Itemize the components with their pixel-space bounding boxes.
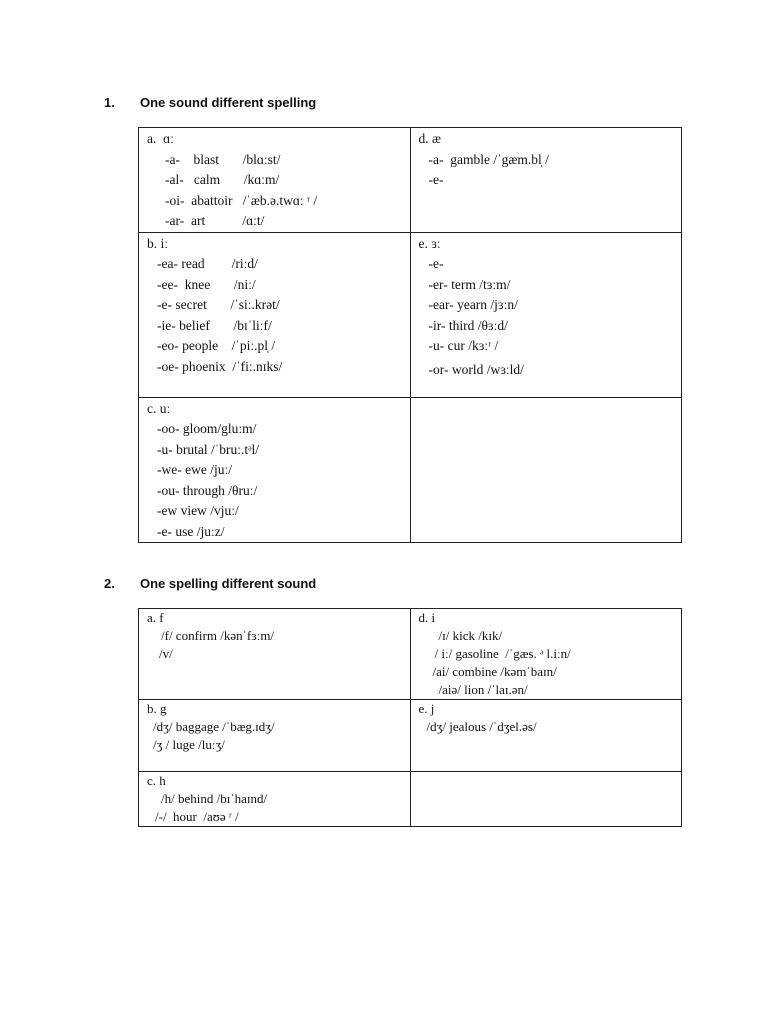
cell-line: -ir- third /θɜːd/ [428,317,508,333]
cell-heading: b. iː [147,235,169,251]
cell-line: / iː/ gasoline /ˈgæs. ᵊ l.iːn/ [434,646,571,661]
cell-line: -er- term /tɜːm/ [428,276,511,292]
cell-line: -u- cur /kɜːʳ / [428,338,499,353]
table-cell [139,397,411,543]
cell-line: -e- [428,256,444,271]
cell-heading: b. g [147,701,167,716]
cell-line: -a- gamble /ˈgæm.bl̩ / [428,151,549,167]
table-cell [139,700,411,772]
table-cell [139,609,411,700]
cell-line: -al- calm /kɑːm/ [165,172,280,187]
section-heading-2 [104,576,316,591]
cell-line: -oo- gloom/gluːm/ [157,421,257,436]
table-cell [410,128,682,233]
table-cell [139,772,411,827]
cell-line: -ie- belief /bɪˈliːf/ [157,317,272,333]
cell-line: -e- secret /ˈsiː.krət/ [157,297,280,312]
cell-line: -ea- read /riːd/ [157,256,258,271]
section-title: One spelling different sound [140,576,317,591]
cell-line: -ou- through /θruː/ [157,482,258,498]
cell-line: -or- world /wɜːld/ [428,361,524,377]
cell-line: -ew view /vjuː/ [157,503,239,518]
cell-line: /v/ [159,646,173,661]
section-heading-1 [104,95,316,110]
cell-heading: e. ɜː [418,235,441,251]
cell-heading: d. æ [418,131,442,146]
cell-line: /h/ behind /bɪˈhaɪnd/ [161,791,268,806]
section-title: One sound different spelling [140,95,317,110]
cell-line: -oe- phoenix /ˈfiː.nɪks/ [157,358,283,374]
cell-heading: e. j [418,701,435,716]
cell-line: -ar- art /ɑːt/ [165,213,265,228]
cell-line: /ɪ/ kick /kɪk/ [438,628,503,643]
section-number: 1. [104,95,115,110]
cell-line: /dʒ/ jealous /ˈdʒel.əs/ [426,719,537,734]
cell-line: -e- [428,172,444,187]
cell-line: -ee- knee /niː/ [157,276,256,292]
table-cell [139,232,411,397]
cell-line: /-/ hour /aʊə ʳ / [155,809,239,824]
table-cell-empty [410,397,682,543]
cell-line: -u- brutal /ˈbruː.tᵊl/ [157,441,260,457]
cell-line: -oi- abattoir /ˈæb.ə.twɑː ʳ / [165,192,318,208]
cell-line: -e- use /juːz/ [157,523,225,539]
cell-heading: a. ɑː [147,131,174,146]
section-number: 2. [104,576,115,591]
cell-heading: c. uː [147,400,171,416]
cell-heading: c. h [147,773,166,788]
cell-line: -a- blast /blɑːst/ [165,151,281,167]
table-one-spelling-different-sound [138,608,682,827]
cell-line: /ai/ combine /kəmˈbaɪn/ [432,664,557,679]
cell-line: -eo- people /ˈpiː.pl̩ / [157,338,276,353]
cell-line: -ear- yearn /jɜːn/ [428,297,518,312]
table-cell [410,232,682,397]
cell-line: /ʒ / luge /luːʒ/ [153,737,225,752]
table-cell [139,128,411,233]
table-cell [410,609,682,700]
cell-line: /aiə/ lion /ˈlaɪ.ən/ [438,682,528,697]
table-one-sound-different-spelling [138,127,682,543]
cell-line: /dʒ/ baggage /ˈbæg.ɪdʒ/ [153,719,275,734]
table-cell [410,700,682,772]
cell-heading: a. f [147,610,164,625]
cell-heading: d. i [418,610,436,625]
cell-line: /f/ confirm /kənˈfɜːm/ [161,628,275,643]
table-cell-empty [410,772,682,827]
cell-line: -we- ewe /juː/ [157,462,232,477]
